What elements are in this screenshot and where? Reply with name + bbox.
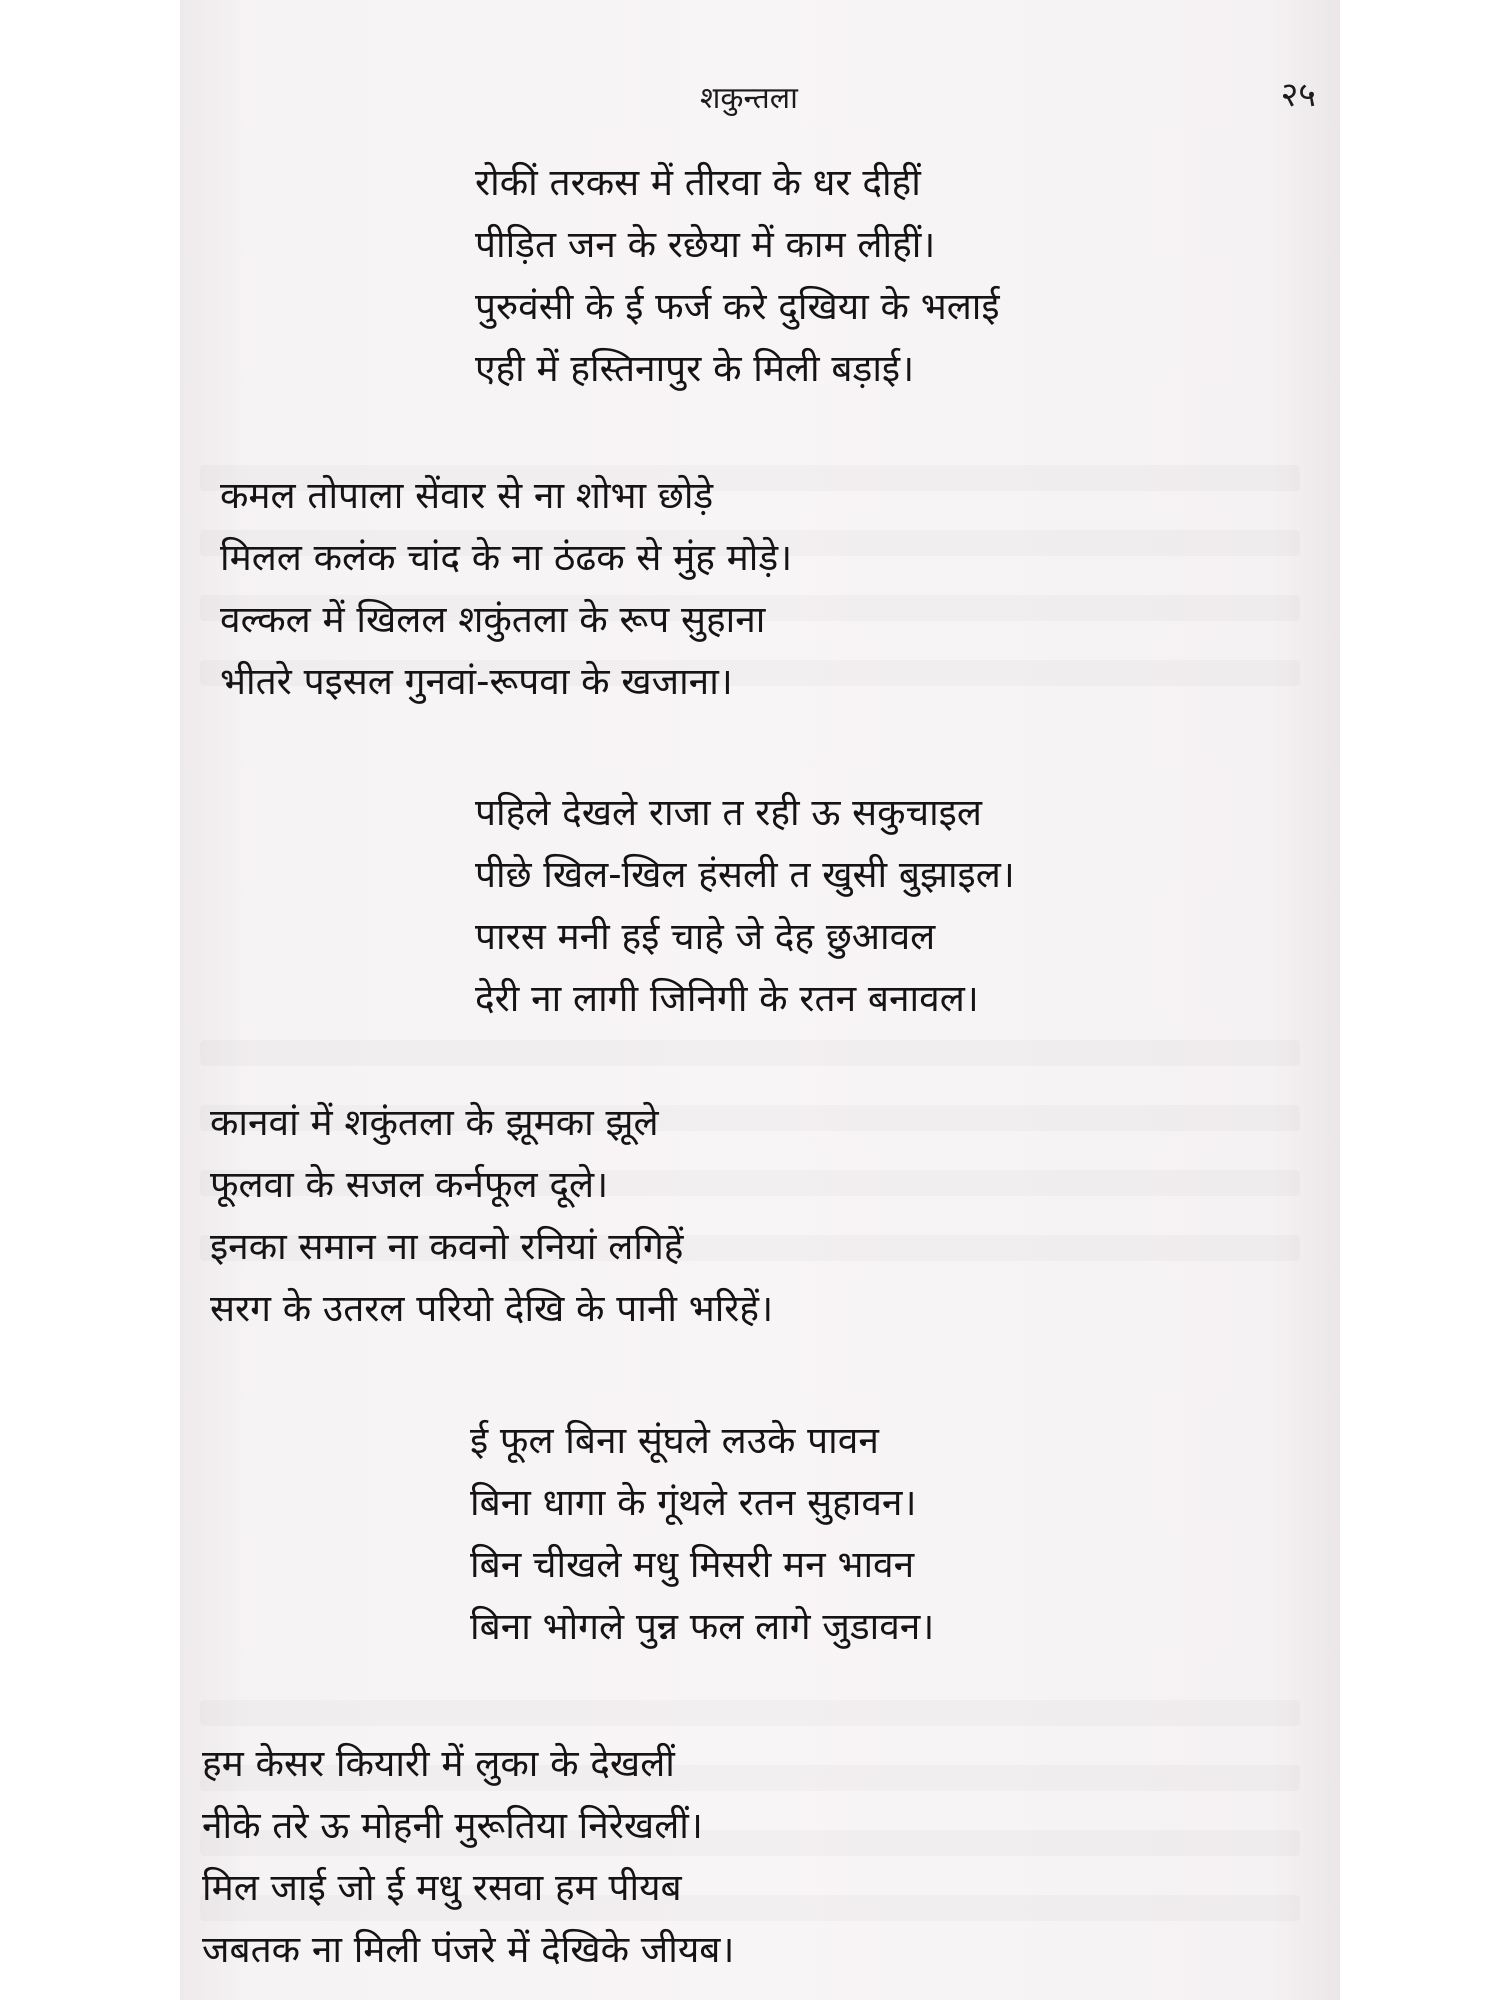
verse-line: वल्कल में खिलल शकुंतला के रूप सुहाना <box>220 598 766 641</box>
verse-line: ई फूल बिना सूंघले लउके पावन <box>470 1419 879 1462</box>
verse-line: इनका समान ना कवनो रनियां लगिहें <box>210 1225 684 1268</box>
verse-line: बिना भोगले पुन्न फल लागे जुडावन। <box>470 1605 935 1648</box>
verse-line: कानवां में शकुंतला के झूमका झूले <box>210 1101 659 1144</box>
verse-line: सरग के उतरल परियो देखि के पानी भरिहें। <box>210 1287 774 1330</box>
stanza-5 <box>470 1410 934 1658</box>
verse-line: भीतरे पइसल गुनवां-रूपवा के खजाना। <box>220 660 733 703</box>
verse-line: पुरुवंसी के ई फर्ज करे दुखिया के भलाई <box>475 285 1000 328</box>
verse-line: हम केसर कियारी में लुका के देखलीं <box>202 1742 675 1785</box>
stanza-6 <box>202 1733 734 1981</box>
verse-line: पारस मनी हई चाहे जे देह छुआवल <box>475 915 936 958</box>
verse-line: एही में हस्तिनापुर के मिली बड़ाई। <box>475 347 915 390</box>
stanza-1 <box>475 152 1000 400</box>
verse-line: नीके तरे ऊ मोहनी मुरूतिया निरेखलीं। <box>202 1804 703 1847</box>
verse-line: मिलल कलंक चांद के ना ठंढक से मुंह मोड़े। <box>220 536 793 579</box>
verse-line: देरी ना लागी जिनिगी के रतन बनावल। <box>475 977 979 1020</box>
verse-line: जबतक ना मिली पंजरे में देखिके जीयब। <box>202 1928 735 1971</box>
verse-line: पीड़ित जन के रछेया में काम लीहीं। <box>475 223 936 266</box>
verse-line: पहिले देखले राजा त रही ऊ सकुचाइल <box>475 791 982 834</box>
verse-line: बिना धागा के गूंथले रतन सुहावन। <box>470 1481 917 1524</box>
verse-line: बिन चीखले मधु मिसरी मन भावन <box>470 1543 915 1586</box>
verse-line: फूलवा के सजल कर्नफूल दूले। <box>210 1163 609 1206</box>
book-page <box>180 0 1340 2000</box>
stanza-3 <box>475 782 1015 1030</box>
verse-line: कमल तोपाला सेंवार से ना शोभा छोड़े <box>220 474 714 517</box>
verse-line: मिल जाई जो ई मधु रसवा हम पीयब <box>202 1866 682 1909</box>
verse-line: रोकीं तरकस में तीरवा के धर दीहीं <box>475 161 921 204</box>
running-title: शकुन्तला <box>700 81 798 116</box>
verse-line: पीछे खिल-खिल हंसली त खुसी बुझाइल। <box>475 853 1015 896</box>
stanza-4 <box>210 1092 773 1340</box>
page-header <box>180 70 1340 120</box>
stanza-2 <box>220 465 792 713</box>
page-number: २५ <box>1280 75 1316 115</box>
